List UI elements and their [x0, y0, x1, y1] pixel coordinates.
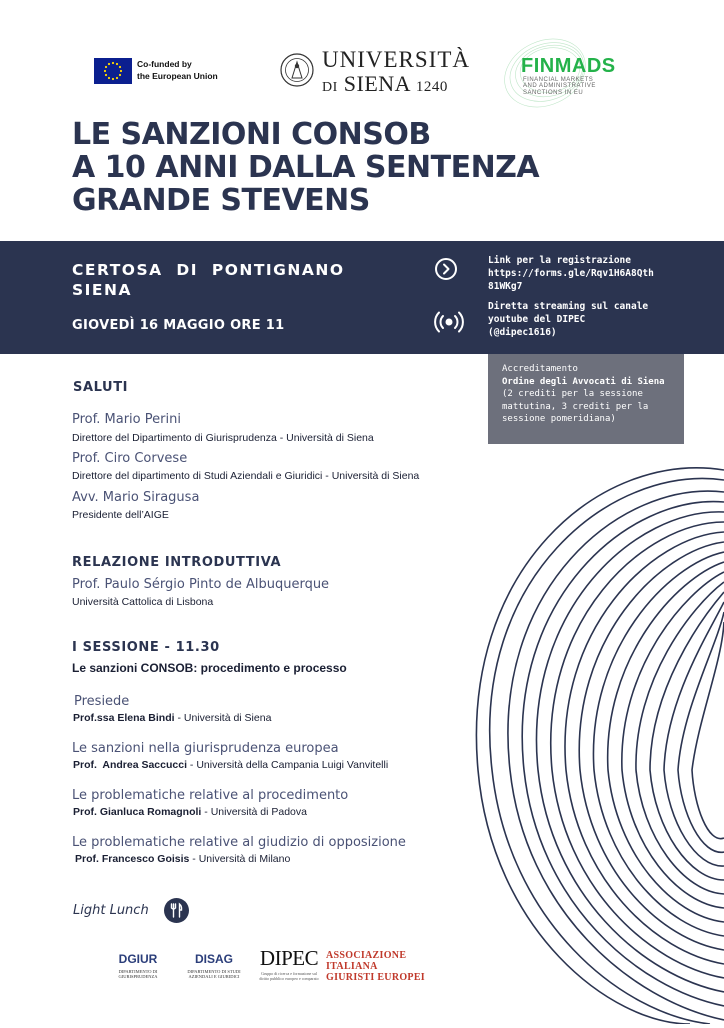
speaker-name: Prof. Paulo Sérgio Pinto de Albuquerque: [72, 577, 330, 592]
dipec-logo: DIPEC Gruppo di ricerca e formazione sul diritto pubblico europeo e comparato: [259, 946, 319, 981]
decorative-swirl-graphic: [470, 440, 724, 1024]
speaker-role: Università Cattolica di Lisbona: [72, 596, 214, 608]
event-date: GIOVEDÌ 16 MAGGIO ORE 11: [72, 318, 285, 333]
registration-link[interactable]: Link per la registrazione https://forms.gle/Rqv1H6A8Qth 81WKg7: [488, 255, 654, 292]
speaker-role: Direttore del Dipartimento di Giurisprudenza - Università di Siena: [72, 432, 374, 444]
disag-logo: DISAG DIPARTIMENTO DI STUDI AZIENDALI E GIURIDICI: [187, 952, 241, 979]
accreditation-box: Accreditamento Ordine degli Avvocati di Siena (2 crediti per la sessione mattutina, 3 crediti per la sessione pomeridiana): [488, 354, 684, 444]
speaker-name: Avv. Mario Siragusa: [72, 490, 200, 505]
venue-text: CERTOSA DI PONTIGNANO SIENA: [72, 261, 345, 299]
cutlery-icon: [164, 898, 189, 923]
session-speaker: Prof. Andrea Saccucci - Università della Campania Luigi Vanvitelli: [73, 759, 389, 771]
speaker-name: Prof. Ciro Corvese: [72, 451, 188, 466]
finmads-logo-subtitle: FINANCIAL MARKETS AND ADMINISTRATIVE SANCTIONS IN EU: [523, 77, 596, 96]
speaker-role: Presidente dell’AIGE: [72, 509, 169, 521]
lunch-label: Light Lunch: [73, 903, 149, 918]
chevron-right-icon: [435, 258, 457, 280]
broadcast-icon: [434, 310, 464, 334]
session-topic: Le sanzioni nella giurisprudenza europea: [72, 741, 339, 756]
dgiur-logo: DGIUR DIPARTIMENTO DI GIURISPRUDENZA: [118, 952, 158, 979]
eu-cofunded-text: Co-funded by the European Union: [137, 59, 218, 81]
speaker-role: Direttore del dipartimento di Studi Aziendali e Giuridici - Università di Siena: [72, 470, 420, 482]
relazione-heading: RELAZIONE INTRODUTTIVA: [72, 555, 282, 570]
streaming-info[interactable]: Diretta streaming sul canale youtube del DIPEC (@dipec1616): [488, 301, 649, 338]
session-heading: I SESSIONE - 11.30: [72, 640, 220, 655]
session-subtitle: Le sanzioni CONSOB: procedimento e processo: [72, 661, 347, 675]
eu-flag-logo: [94, 58, 132, 84]
saluti-heading: SALUTI: [73, 380, 129, 395]
session-topic: Le problematiche relative al giudizio di opposizione: [72, 835, 406, 850]
aige-logo: ASSOCIAZIONE ITALIANA GIURISTI EUROPEI: [326, 950, 425, 983]
finmads-logo-title: FINMADS: [521, 55, 616, 77]
session-topic: Le problematiche relative al procedimento: [72, 788, 349, 803]
university-logo-text: UNIVERSITÀ DI SIENA 1240: [322, 47, 470, 96]
session-speaker: Prof. Francesco Goisis - Università di Milano: [75, 853, 291, 865]
session-topic: Presiede: [74, 694, 130, 709]
session-speaker: Prof. Gianluca Romagnoli - Università di Padova: [73, 806, 307, 818]
speaker-name: Prof. Mario Perini: [72, 412, 181, 427]
session-speaker: Prof.ssa Elena Bindi - Università di Siena: [73, 712, 272, 724]
university-seal-logo: [280, 52, 314, 88]
page-title: LE SANZIONI CONSOB A 10 ANNI DALLA SENTENZA GRANDE STEVENS: [72, 117, 540, 218]
